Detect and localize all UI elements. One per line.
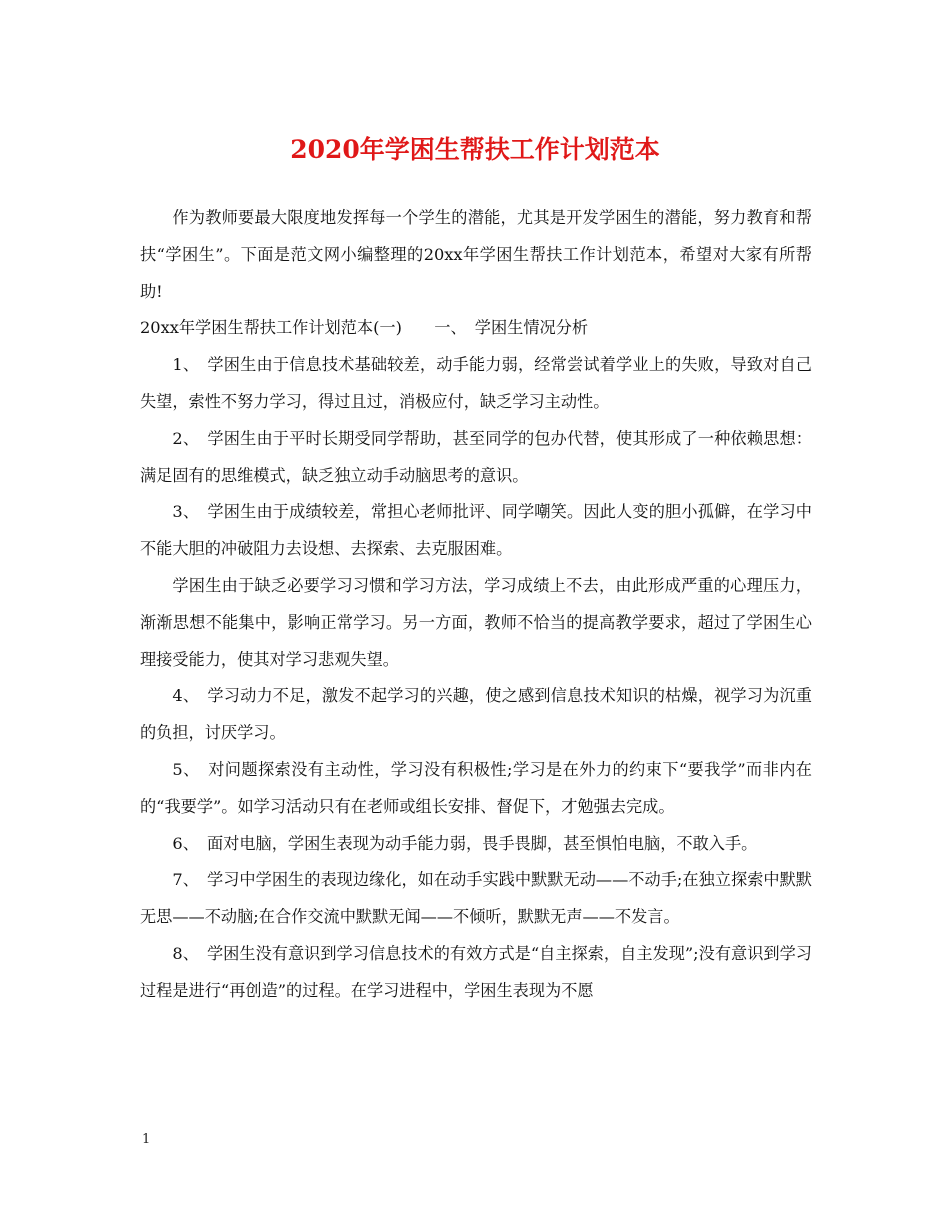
section-heading: 20xx年学困生帮扶工作计划范本(一) 一、 学困生情况分析	[140, 318, 589, 338]
body-paragraph: 8、 学困生没有意识到学习信息技术的有效方式是“自主探索，自主发现”;没有意识到学习过程是进行“再创造”的过程。在学习进程中，学困生表现为不愿	[140, 943, 812, 1000]
document-title: 2020年学困生帮扶工作计划范本	[290, 135, 660, 164]
body-paragraph: 4、 学习动力不足，激发不起学习的兴趣，使之感到信息技术知识的枯燥，视学习为沉重的负担，讨厌学习。	[140, 686, 812, 743]
page-number: 1	[142, 1132, 151, 1147]
body-paragraph: 学困生由于缺乏必要学习习惯和学习方法，学习成绩上不去，由此形成严重的心理压力，渐渐思想不能集中，影响正常学习。另一方面，教师不恰当的提高教学要求，超过了学困生心理接受能力，使其对学习悲观失望。	[140, 575, 812, 669]
body-paragraph: 1、 学困生由于信息技术基础较差，动手能力弱，经常尝试着学业上的失败，导致对自己失望，索性不努力学习，得过且过，消极应付，缺乏学习主动性。	[140, 355, 812, 411]
body-paragraph: 5、 对问题探索没有主动性，学习没有积极性;学习是在外力的约束下“要我学”而非内在的“我要学”。如学习活动只有在老师或组长安排、督促下，才勉强去完成。	[140, 759, 812, 816]
body-paragraph: 7、 学习中学困生的表现边缘化，如在动手实践中默默无动——不动手;在独立探索中默默无思——不动脑;在合作交流中默默无闻——不倾听，默默无声——不发言。	[140, 870, 812, 927]
body-paragraph: 6、 面对电脑，学困生表现为动手能力弱，畏手畏脚，甚至惧怕电脑，不敢入手。	[172, 833, 758, 853]
intro-paragraph: 作为教师要最大限度地发挥每一个学生的潜能，尤其是开发学困生的潜能，努力教育和帮扶“学困生”。下面是范文网小编整理的20xx年学困生帮扶工作计划范本，希望对大家有所帮助!	[140, 208, 812, 301]
body-paragraph: 3、 学困生由于成绩较差，常担心老师批评、同学嘲笑。因此人变的胆小孤僻，在学习中不能大胆的冲破阻力去设想、去探索、去克服困难。	[140, 502, 812, 559]
document-body	[140, 200, 812, 1010]
body-paragraph: 2、 学困生由于平时长期受同学帮助，甚至同学的包办代替，使其形成了一种依赖思想：满足固有的思维模式，缺乏独立动手动脑思考的意识。	[140, 428, 812, 485]
